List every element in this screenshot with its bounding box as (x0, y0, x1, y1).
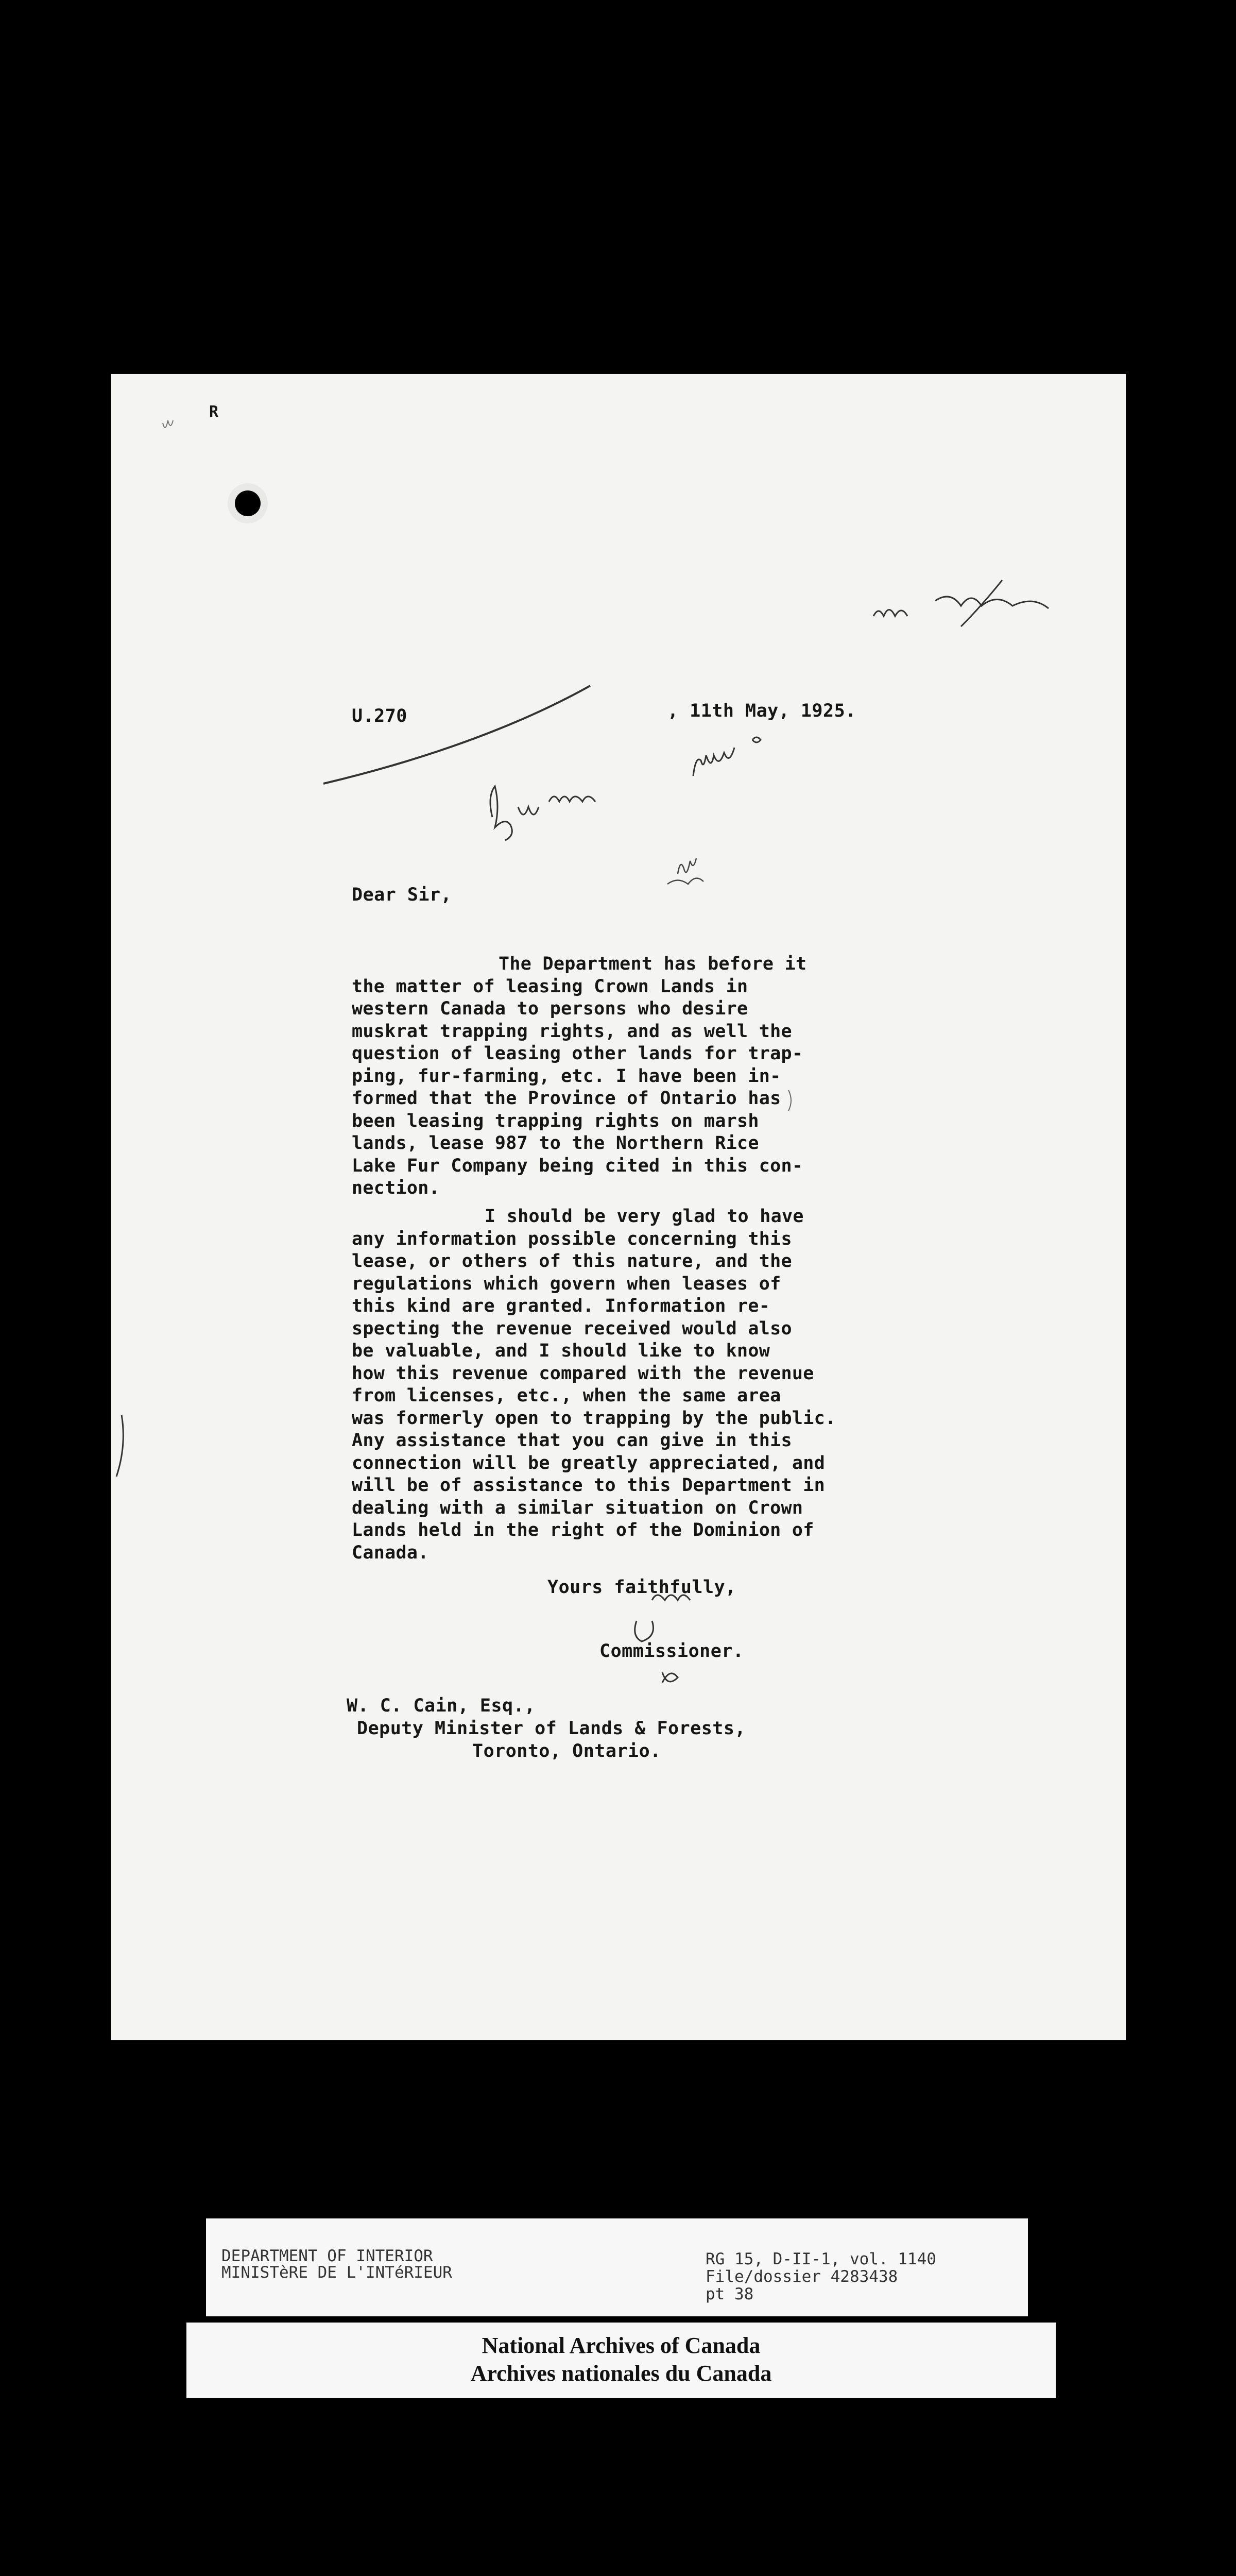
archive-name-en: National Archives of Canada (482, 2333, 761, 2358)
paragraph-1-line: western Canada to persons who desire (352, 998, 748, 1019)
salutation: Dear Sir, (352, 885, 452, 905)
paragraph-2-line: lease, or others of this nature, and the (352, 1251, 792, 1272)
paragraph-2-line: will be of assistance to this Department in (352, 1475, 825, 1496)
letter-date: , 11th May, 1925. (667, 701, 856, 721)
part-ref: pt 38 (706, 2285, 754, 2303)
paragraph-2-line: specting the revenue received would also (352, 1318, 792, 1339)
scribble-icon (873, 610, 907, 617)
paragraph-1-line: the matter of leasing Crown Lands in (352, 976, 748, 997)
paragraph-2-line: was formerly open to trapping by the public. (352, 1408, 836, 1429)
record-group-ref: RG 15, D-II-1, vol. 1140 (706, 2250, 936, 2268)
paragraph-1-line: Lake Fur Company being cited in this con- (352, 1155, 803, 1176)
paragraph-2-line: be valuable, and I should like to know (352, 1341, 770, 1361)
paragraph-2-line: from licenses, etc., when the same area (352, 1385, 781, 1406)
paragraph-1-line: question of leasing other lands for trap- (352, 1043, 803, 1064)
recipient-location: Toronto, Ontario. (472, 1741, 661, 1761)
paragraph-1-line: The Department has before it (499, 954, 807, 974)
recipient-name: W. C. Cain, Esq., (347, 1696, 536, 1716)
paragraph-2-line: regulations which govern when leases of (352, 1273, 781, 1294)
paragraph-1-line: formed that the Province of Ontario has (352, 1088, 781, 1109)
archive-name-fr: Archives nationales du Canada (470, 2361, 772, 2386)
paragraph-2-line: Any assistance that you can give in this (352, 1430, 792, 1451)
page-edge-mark-icon (116, 1415, 123, 1477)
pen-mark-icon (788, 1090, 791, 1111)
handwriting-marks (111, 374, 1126, 2040)
scribble-icon (490, 786, 595, 840)
signature-title: Commissioner. (599, 1641, 744, 1662)
paragraph-1-line: ping, fur-farming, etc. I have been in- (352, 1065, 781, 1087)
paragraph-1-line: nection. (352, 1178, 440, 1198)
pen-mark-icon (163, 420, 173, 428)
file-reference: U.270 (352, 706, 407, 726)
paragraph-2-line: Lands held in the right of the Dominion of (352, 1520, 814, 1540)
paragraph-2-line: I should be very glad to have (485, 1206, 804, 1227)
pen-stroke-icon (323, 686, 590, 784)
paragraph-1-line: muskrat trapping rights, and as well the (352, 1021, 792, 1042)
initials-icon (635, 1595, 690, 1683)
letter-page (111, 374, 1126, 2040)
paragraph-2-line: how this revenue compared with the revenue (352, 1363, 814, 1384)
department-en: DEPARTMENT OF INTERIOR (221, 2247, 433, 2265)
scribble-icon (693, 737, 761, 776)
archive-footer (186, 2323, 1056, 2398)
scribble-icon (935, 580, 1049, 626)
corner-mark: R (209, 403, 219, 421)
paragraph-2-line: connection will be greatly appreciated, and (352, 1452, 825, 1473)
recipient-title: Deputy Minister of Lands & Forests, (357, 1718, 746, 1739)
department-fr: MINISTèRE DE L'INTéRIEUR (221, 2263, 452, 2282)
file-dossier-ref: File/dossier 4283438 (706, 2267, 898, 2286)
paragraph-2-line: Canada. (352, 1542, 429, 1563)
archive-reference-label (206, 2218, 1028, 2316)
paragraph-2-line: dealing with a similar situation on Crown (352, 1497, 803, 1518)
scribble-icon (667, 858, 703, 884)
paragraph-2-line: any information possible concerning this (352, 1228, 792, 1249)
paragraph-1-line: been leasing trapping rights on marsh (352, 1110, 759, 1131)
paragraph-2-line: this kind are granted. Information re- (352, 1296, 770, 1316)
closing: Yours faithfully, (547, 1577, 736, 1598)
paragraph-1-line: lands, lease 987 to the Northern Rice (352, 1133, 759, 1154)
